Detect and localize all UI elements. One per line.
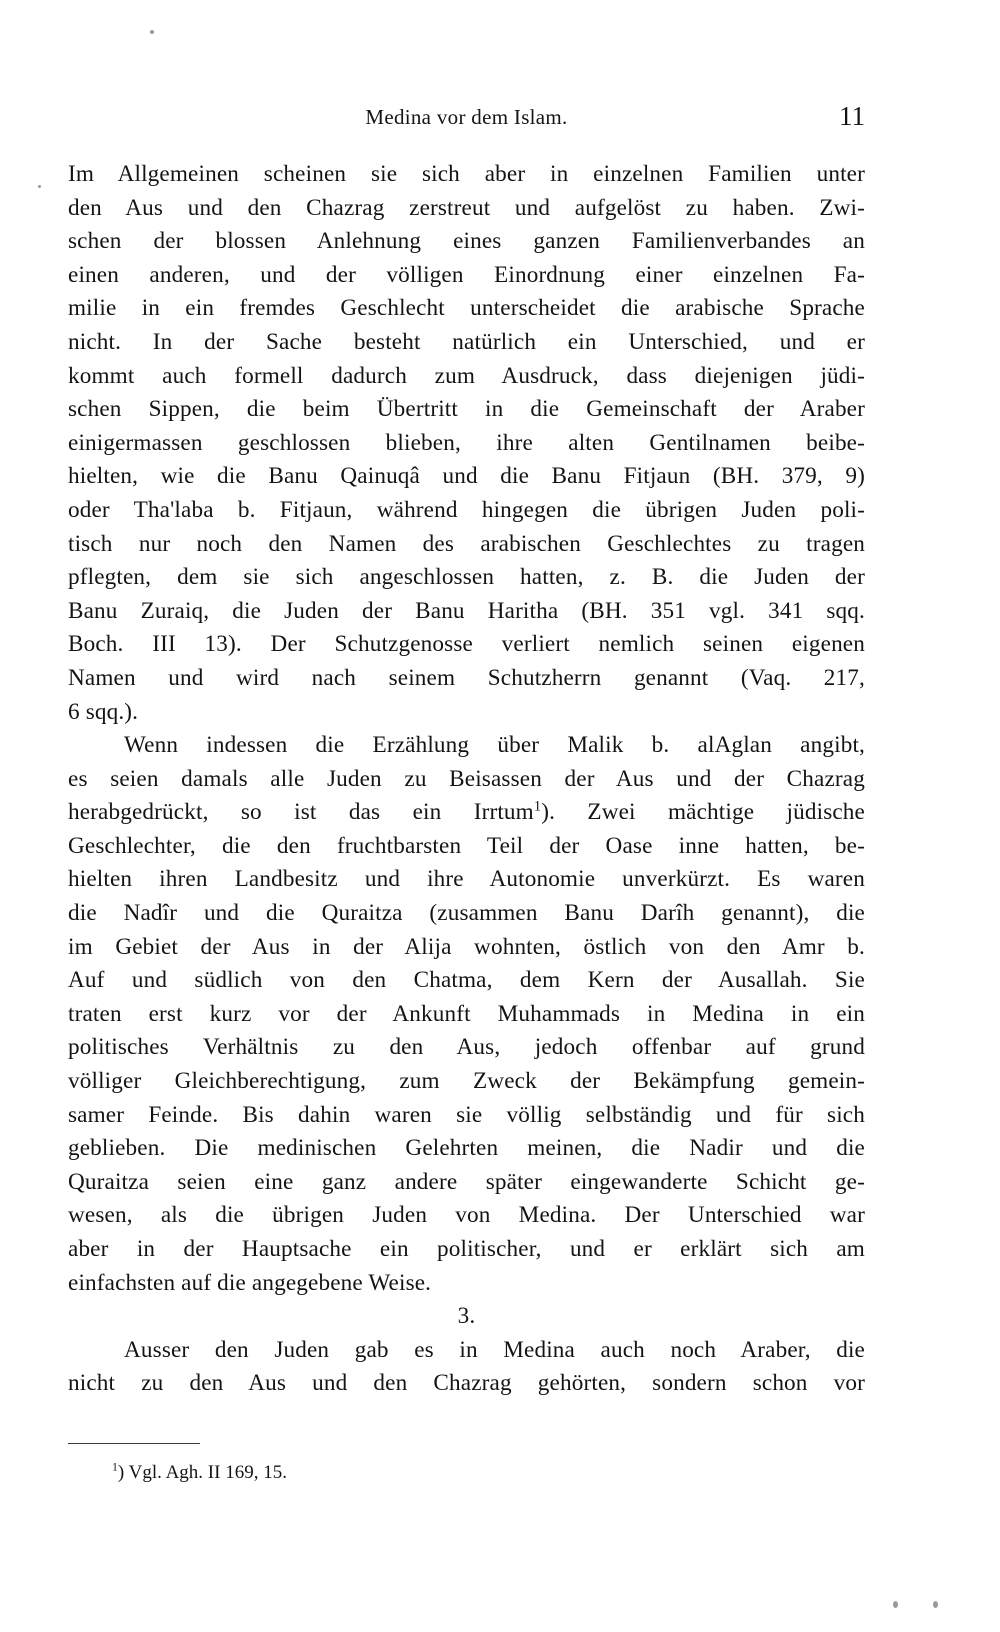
print-speck [893, 1601, 898, 1608]
text-line: Auf und südlich von den Chatma, dem Kern der Ausallah. Sie [68, 967, 865, 994]
text-line: traten erst kurz vor der Ankunft Muhammads in Medina in ein [68, 1000, 865, 1027]
paragraph-start-line: Ausser den Juden gab es in Medina auch noch Araber, die [124, 1336, 865, 1363]
text-line: im Gebiet der Aus in der Alija wohnten, östlich von den Amr b. [68, 933, 865, 960]
text-line: nicht zu den Aus und den Chazrag gehörten, sondern schon vor [68, 1370, 865, 1397]
text-line: Banu Zuraiq, die Juden der Banu Haritha (BH. 351 vgl. 341 sqq. [68, 597, 865, 624]
text-line: Quraitza seien eine ganz andere später eingewanderte Schicht ge- [68, 1168, 865, 1195]
paragraph-end-line: einfachsten auf die angegebene Weise. [68, 1269, 432, 1296]
text-line: völliger Gleichberechtigung, zum Zweck der Bekämpfung gemein- [68, 1068, 865, 1095]
print-speck [150, 30, 154, 34]
text-line: milie in ein fremdes Geschlecht unterscheidet die arabische Sprache [68, 295, 865, 322]
footnote [112, 1462, 287, 1484]
text-line-with-footnote-ref [68, 796, 865, 830]
text-line: hielten ihren Landbesitz und ihre Autonomie unverkürzt. Es waren [68, 866, 865, 893]
text-line: oder Tha'laba b. Fitjaun, während hingegen die übrigen Juden poli- [68, 496, 865, 523]
text-line: Boch. III 13). Der Schutzgenosse verliert nemlich seinen eigenen [68, 631, 865, 658]
page-number: 11 [839, 101, 865, 131]
footnote-reference: 1 [533, 798, 542, 815]
text-line: geblieben. Die medinischen Gelehrten meinen, die Nadir und die [68, 1135, 865, 1162]
text-line: es seien damals alle Juden zu Beisassen der Aus und der Chazrag [68, 765, 865, 792]
print-speck [933, 1601, 938, 1608]
text-line: pflegten, dem sie sich angeschlossen hatten, z. B. die Juden der [68, 564, 865, 591]
text-line: aber in der Hauptsache ein politischer, und er erklärt sich am [68, 1236, 865, 1262]
text-line: tisch nur noch den Namen des arabischen Geschlechtes zu tragen [68, 530, 865, 557]
text-segment: herabgedrückt, so ist das ein Irrtum [68, 799, 534, 826]
footnote-rule [68, 1443, 200, 1444]
text-line: wesen, als die übrigen Juden von Medina. Der Unterschied war [68, 1202, 865, 1229]
text-line: nicht. In der Sache besteht natürlich ein Unterschied, und er [68, 328, 865, 355]
text-line: politisches Verhältnis zu den Aus, jedoch offenbar auf grund [68, 1034, 865, 1061]
text-line: kommt auch formell dadurch zum Ausdruck, dass diejenigen jüdi- [68, 362, 865, 389]
text-segment: ). Zwei mächtige jüdische [541, 799, 865, 826]
text-line: einen anderen, und der völligen Einordnung einer einzelnen Fa- [68, 261, 865, 288]
text-line: samer Feinde. Bis dahin waren sie völlig selbständig und für sich [68, 1101, 865, 1128]
text-line: den Aus und den Chazrag zerstreut und aufgelöst zu haben. Zwi- [68, 194, 865, 221]
paragraph-end-line: 6 sqq.). [68, 698, 139, 725]
text-line: hielten, wie die Banu Qainuqâ und die Banu Fitjaun (BH. 379, 9) [68, 463, 865, 490]
text-line: die Nadîr und die Quraitza (zusammen Banu Darîh genannt), die [68, 900, 865, 927]
text-line: Geschlechter, die den fruchtbarsten Teil der Oase inne hatten, be- [68, 832, 865, 859]
body-text [68, 158, 865, 1401]
print-speck [38, 185, 41, 188]
text-line: Namen und wird nach seinem Schutzherrn genannt (Vaq. 217, [68, 664, 865, 691]
footnote-marker-paren: ) [117, 1462, 125, 1483]
text-line: schen Sippen, die beim Übertritt in die Gemeinschaft der Araber [68, 396, 865, 423]
section-number: 3. [457, 1303, 476, 1330]
footnote-text: Vgl. Agh. II 169, 15. [124, 1462, 287, 1483]
page-header [68, 101, 865, 139]
text-line: Im Allgemeinen scheinen sie sich aber in einzelnen Familien unter [68, 161, 865, 187]
paragraph-start-line: Wenn indessen die Erzählung über Malik b. alAglan angibt, [124, 732, 865, 759]
running-head: Medina vor dem Islam. [365, 105, 568, 129]
text-line: schen der blossen Anlehnung eines ganzen Familienverbandes an [68, 228, 865, 255]
text-line: einigermassen geschlossen blieben, ihre alten Gentilnamen beibe- [68, 429, 865, 456]
footnote-marker: 1 [112, 1460, 118, 1474]
